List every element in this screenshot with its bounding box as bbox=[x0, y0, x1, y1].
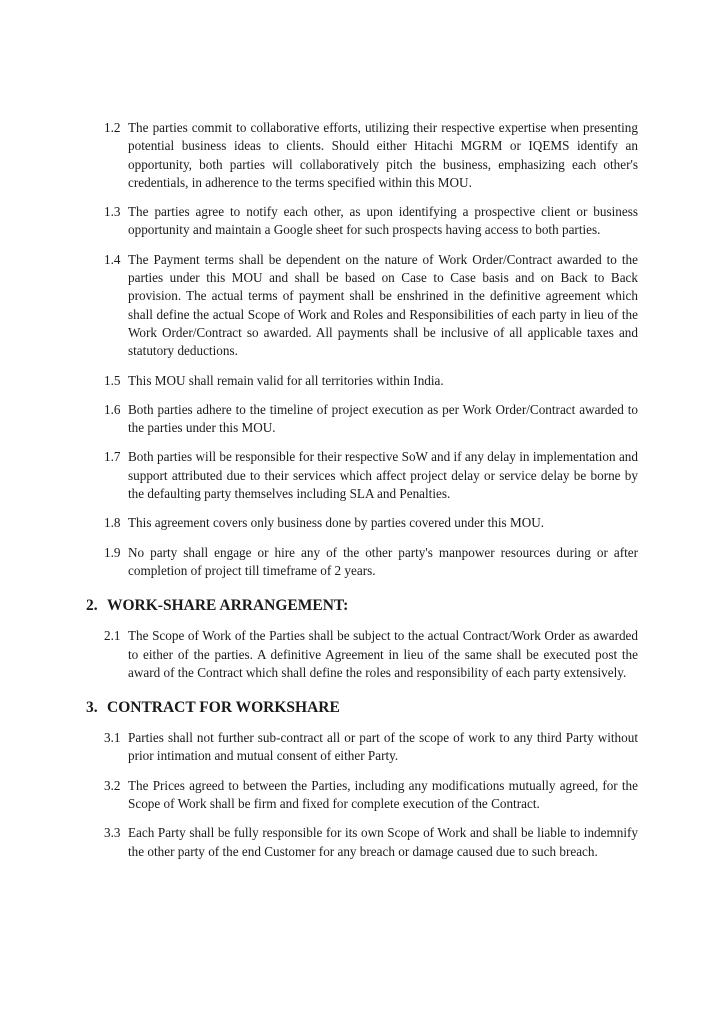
clause-text: Both parties adhere to the timeline of project execution as per Work Order/Contract awarded to the parties under this MOU. bbox=[128, 401, 638, 436]
clause-number: 1.2 bbox=[104, 120, 121, 135]
clause-number: 3.1 bbox=[104, 730, 121, 746]
section-number: 2. bbox=[86, 597, 98, 615]
clause-text: The parties agree to notify each other, as upon identifying a prospective client or business opportunity and maintain a Google sheet for such prospects having access to both parties. bbox=[128, 204, 638, 238]
clause-text: No party shall engage or hire any of the other party's manpower resources during or after completion of project till timeframe of 2 years. bbox=[128, 544, 638, 578]
clause-text: The Scope of Work of the Parties shall be subject to the actual Contract/Work Order as awarded to either of the parties. A definitive Agreement in lieu of the same shall be executed post the award of the Contract which shall define the roles and responsibility of each party extensively. bbox=[128, 628, 638, 680]
clause-1-4 bbox=[104, 251, 638, 361]
clause-text: The Prices agreed to between the Parties, including any modifications mutually agreed, for the Scope of Work shall be firm and fixed for complete execution of the Contract. bbox=[128, 777, 638, 812]
clause-text: The Payment terms shall be dependent on the nature of Work Order/Contract awarded to the parties under this MOU and shall be based on Case to Case basis and on Back to Back provision. The actual terms of payment shall be enshrined in the definitive agreement which shall define the actual Scope of Work and Roles and Responsibilities of each party in lieu of the Work Order/Contract so awarded. All payments shall be inclusive of all applicable taxes and statutory deductions. bbox=[128, 251, 638, 359]
clause-number: 1.4 bbox=[104, 251, 121, 267]
clause-number: 1.7 bbox=[104, 449, 121, 465]
section-heading-2 bbox=[86, 596, 638, 616]
clause-1-5 bbox=[104, 372, 638, 390]
clause-number: 3.2 bbox=[104, 777, 121, 793]
clause-text: Each Party shall be fully responsible for its own Scope of Work and shall be liable to indemnify the other party of the end Customer for any breach or damage caused due to such breach. bbox=[128, 825, 638, 859]
clause-number: 1.8 bbox=[104, 515, 121, 531]
clause-number: 2.1 bbox=[104, 628, 121, 644]
section-title: WORK-SHARE ARRANGEMENT: bbox=[107, 597, 349, 615]
clause-text: The parties commit to collaborative efforts, utilizing their respective expertise when presenting potential business ideas to clients. Should either Hitachi MGRM or IQEMS identify an opportunity, both parties will collaboratively pitch the business, emphasizing each other's credentials, in adherence to the terms specified within this MOU. bbox=[128, 120, 638, 190]
clause-text: Both parties will be responsible for their respective SoW and if any delay in implementation and support attributed due to their services which affect project delay or service delay be borne by the defaulting party themselves including SLA and Penalties. bbox=[128, 449, 638, 502]
clause-3-3 bbox=[104, 824, 638, 861]
section-heading-3 bbox=[86, 698, 638, 718]
section-title: CONTRACT FOR WORKSHARE bbox=[107, 699, 340, 717]
clause-number: 1.3 bbox=[104, 204, 121, 220]
clause-1-8 bbox=[104, 514, 638, 532]
clause-3-1 bbox=[104, 729, 638, 766]
clause-1-7 bbox=[104, 448, 638, 503]
clause-text: This agreement covers only business done by parties covered under this MOU. bbox=[128, 515, 545, 531]
clause-1-9 bbox=[104, 544, 638, 581]
clause-number: 1.9 bbox=[104, 544, 121, 560]
clause-2-1 bbox=[104, 627, 638, 682]
clause-text: This MOU shall remain valid for all territories within India. bbox=[128, 372, 444, 388]
clause-1-3 bbox=[104, 203, 638, 240]
clause-number: 3.3 bbox=[104, 825, 121, 841]
section-number: 3. bbox=[86, 699, 98, 717]
clause-number: 1.6 bbox=[104, 401, 121, 417]
clause-text: Parties shall not further sub-contract all or part of the scope of work to any third Party without prior intimation and mutual consent of either Party. bbox=[128, 730, 638, 764]
clause-number: 1.5 bbox=[104, 372, 121, 388]
clause-3-2 bbox=[104, 777, 638, 814]
clause-1-6 bbox=[104, 401, 638, 438]
clause-1-2 bbox=[104, 119, 638, 192]
